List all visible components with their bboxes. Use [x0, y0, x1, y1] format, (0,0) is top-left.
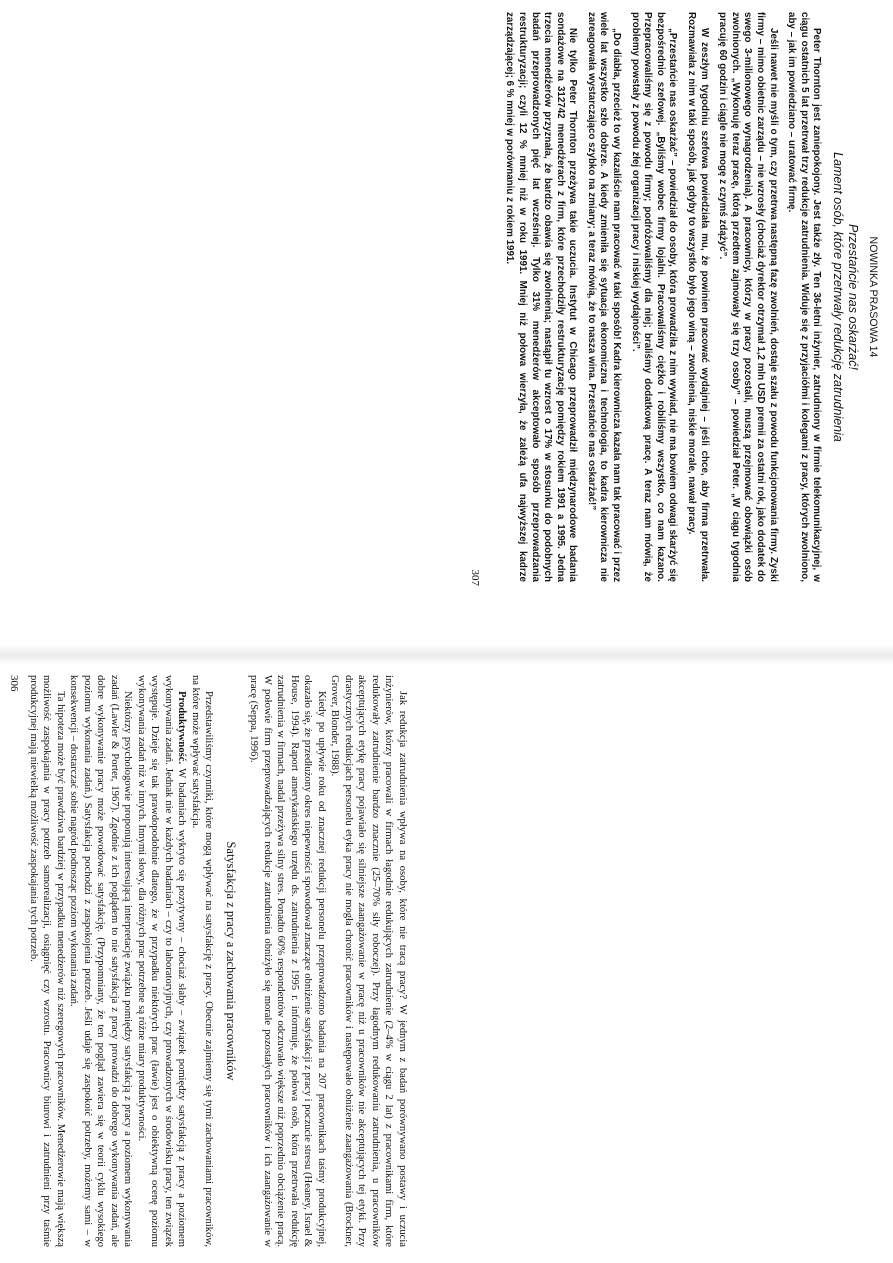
- headline-line: Przestańcie nas oskarżać!: [846, 224, 861, 370]
- left-page-text: [7, 675, 409, 1247]
- paragraph: W zeszłym tygodniu szefowa powiedziała mu, że powinien pracować wydajniej – jeśli chce, aby firma przetrwała. Rozmawiała z nim w taki sposób, jak gdyby to wszystko było jego winą – zwolnienia, niskie morale, nawał pracy.: [686, 12, 710, 582]
- page-number: 306: [8, 675, 21, 692]
- paragraph: Jak redukcja zatrudnienia wpływa na osoby, które nie tracą pracy? W jednym z badań porównywano postawy i uczucia inżynierów, którzy pracowali w firmach łagodnie redukujących zatrudnienie (2–4% w ciągu 2 lat) z pracownikami firm, które redukowały zatrudnienie bardzo znacznie (25–70% siły roboczej). Przy łagodnym redukowaniu zatrudnienia, u pracowników akceptujących etykę pracy pojawiało się silniejsze zaangażowanie w pracę niż u pracowników nie akceptujących tej etyki. Przy drastycznych redukcjach personelu etyka pracy nie mogła chronić pracowników i następowało obniżenie zaangażowania (Brockner, Grover, Blonder, 1988).: [329, 675, 408, 1247]
- paragraph: Przedstawiliśmy czynniki, które mogą wpływać na satysfakcję z pracy. Obecnie zajmiemy się tymi zachowaniami pracowników, na które może wpływać satysfakcja.: [190, 675, 215, 1247]
- paragraph: Niektórzy psychologowie proponują interesującą interpretację związku pomiędzy satysfakcją z pracy a poziomem wykonywania zadań (Lawler & Porter, 1967). Zgodnie z ich poglądem to nie satysfakcja z pracy prowadzi do dobrego wykonywania zadań, ale dobre wykonywanie pracy może powodować satysfakcję. (Przypomniany, że ten pogląd zawiera się w teorii cyklu wysokiego poziomu wykonania zadań.) Satysfakcja pochodzi z zaspokojenia potrzeb. Jeśli udaje się zaspokoić potrzeby, możemy sami – w konsekwencji – dostarczać sobie nagród podnosząc poziom wykonania zadań.: [68, 675, 134, 1247]
- paragraph: Nie tylko Peter Thornton przeżywa takie uczucia. Instytut w Chicago przeprowadził międzynarodowe badania sondażowe na 312742 menedżerach z firm, które przechodziły restrukturyzację pomiędzy rokiem 1991 a 1995. Jedna trzecia menedżerów przyznała, że bardzo obawia się zwolnienia; nastąpił tu wzrost o 17% w stosunku do podobnych badań przeprowadzonych pięć lat wcześniej. Tylko 31% menedżerów akceptowało sposób przeprowadzania restrukturyzacji; czyli 12 % mniej niż w roku 1991. Mniej niż połowa wierzyła, że zależą ufa najwyższej kadrze zarządzającej; 6 % mniej w porównaniu z rokiem 1991.: [504, 12, 579, 582]
- page-number: 307: [469, 569, 481, 586]
- paragraph-text: W badaniach wykryto się pozytywny – chociaż słaby – związek pomiędzy satysfakcją z pracy a poziomem wykonywania zadań. Jednak nie w każdych badaniach – czy to laboratoryjnych, czy prowadzonych w środowisku pracy, ten związek występuje. Dzieje się tak prawdopodobnie dlatego, że w przypadku niektórych prac (ławie) jest o obiektywną ocenę poziomu wykonywania zadań niż w innych. Innymi słowy, dla różnych prac potrzebne są różne miary produktywności.: [136, 675, 188, 1247]
- paragraph: „Do diabła, przecież to wy kazaliście nam pracować w taki sposób! Kadra kierownicza kazała nam tak pracować i przez wiele lat wszystko szło dobrze. A kiedy zmieniła się sytuacja ekonomiczna i technologia, to kadra kierownicza nie zareagowała wystarczająco szybko na zmiany; a teraz mówią, że to nasza wina. Przestańcie nas oskarżać!”: [585, 12, 623, 582]
- box-headline: [830, 12, 860, 582]
- paragraph: Kiedy po upływie roku od znacznej redukcji personelu przeprowadzono badania na 207 pracownikach taśmy produkcyjnej, okazało się, że przedłużony okres niepewności spowodował znaczące obniżenie satysfakcji z pracy i poczucie stresu (Heaney, Israel & House, 1994). Raport amerykańskiego urzędu ds. zatrudnienia z 1995 r. informuje, że połowa osób, która przetrwała redukcję zatrudnienia w firmach, nadal przeżywa silny stres. Ponadto 60% respondentów odczuwało większe niż poprzednio obciążenie pracą. W połowie firm przeprowadzających redukcje zatrudnienia obniżyło się morale pozostałych pracowników i ich zaangażowanie w pracę (Seppa, 1996).: [248, 675, 327, 1247]
- left-page: [0, 663, 423, 1263]
- headline-line: Lament osób, które przetrwały redukcję zatrudnienia: [831, 152, 846, 442]
- term-productivity: Produktywność.: [176, 691, 188, 765]
- page-gutter: [0, 645, 893, 665]
- section-heading: Satysfakcja z pracy a zachowania pracowników: [224, 841, 238, 1081]
- paragraph: Ta hipoteza może być prawdziwa bardziej w przypadku menedżerów niż szeregowych pracowników. Menedżerowie mają większą możliwość zaspokajania w pracy potrzeb samorealizacji, osiągnięć czy wzrostu. Pracownicy biurowi i zatrudnieni przy taśmie produkcyjnej mają niewielką możliwość zaspokajania tych potrzeb.: [28, 675, 66, 1247]
- paragraph: Peter Thornton jest zaniepokojony. Jest także zły. Ten 36-letni inżynier, zatrudniony w firmie telekomunikacyjnej, w ciągu ostatnich 5 lat przetrwał trzy redukcje zatrudnienia. Widuje się z przyjaciółmi i kolegami z pracy, których zwolniono, aby – jak im powiedziano – uratować firmę.: [786, 12, 823, 582]
- right-page: [463, 0, 893, 600]
- paragraph: Jeśli nawet nie myśli o tym, czy przetrwa następną fazę zwolnień, dostaje szału z powodu funkcjonowania firmy. Zyski firmy – mimo obietnic zarządu – nie wzrosły (chociaż dyrektor otrzymał 1,2 mln USD premii za ostatni rok, jako dodatek do swego 3-milionowego wynagrodzenia). A pracownicy, którzy w pracy pozostali, muszą przejmować obowiązki osób zwolnionych. „Wykonuję teraz pracę, którą przedtem zajmowały się trzy osoby” – powiedział Peter. „W ciągu tygodnia pracuję 60 godzin i ciągle nie mogę z czymś zdążyć”.: [717, 12, 779, 582]
- box-label: NOWINKA PRASOWA 14: [867, 236, 879, 358]
- paragraph: [135, 675, 189, 1247]
- paragraph: „Przestańcie nas oskarżać” – powiedział do osoby, która prowadziła z nim wywiad, nie ma bowiem odwagi skarżyć się bezpośrednio szefowej. „Byliśmy wobec firmy lojalni. Pracowaliśmy ciężko i robiliśmy wszystko, co nam kazano. Przepracowaliśmy się z powodu firmy; podróżowaliśmy dla niej; braliśmy dodatkową pracę. A teraz nam mówią, że problemy powstały z powodu złej organizacji pracy i niskiej wydajności”.: [629, 12, 679, 582]
- press-box: [503, 12, 879, 582]
